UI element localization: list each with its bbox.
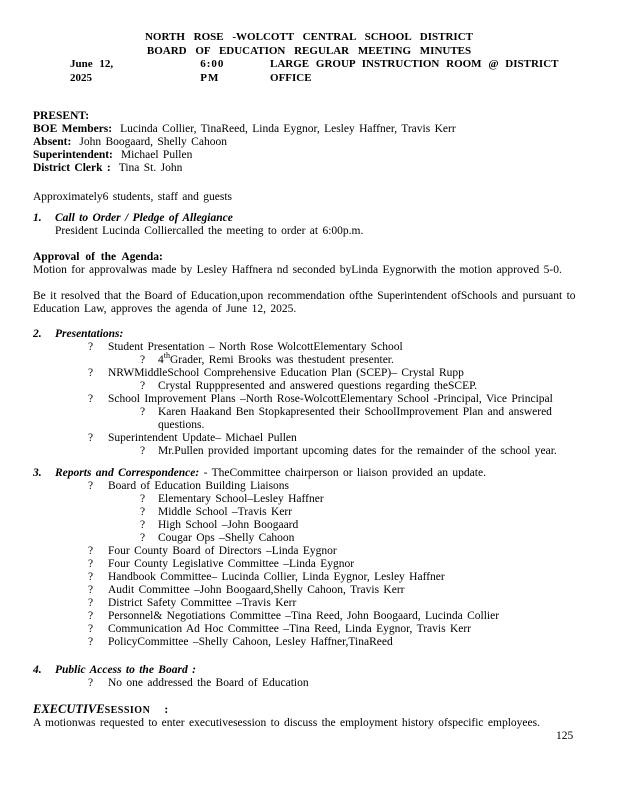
list-item-text: Communication Ad Hoc Committee –Tina Reed, Linda Eygnor, Travis Kerr	[108, 623, 472, 635]
attendance-value: Lucinda Collier, TinaReed, Linda Eygnor, Lesley Haffner, Travis Kerr	[120, 123, 456, 135]
meeting-date: June 12, 2025	[70, 58, 114, 84]
section-number: 1.	[33, 212, 42, 224]
list-item	[88, 480, 585, 493]
section-title-wrap	[55, 467, 486, 480]
bullet-icon: ?	[140, 445, 146, 457]
list-item-text: 4thGrader, Remi Brooks was thestudent presenter.	[158, 351, 394, 366]
list-item	[140, 532, 585, 545]
heading-colon: :	[164, 704, 169, 716]
list-item	[140, 493, 585, 506]
list-item	[88, 558, 585, 571]
list-item	[88, 623, 585, 636]
list-item	[140, 380, 585, 393]
agenda-approval-heading: Approval of the Agenda:	[33, 251, 163, 263]
list-item	[140, 519, 585, 532]
bullet-icon: ?	[140, 519, 146, 531]
doc-meta-line	[33, 58, 585, 85]
attendance-row-absent	[33, 136, 585, 149]
list-item	[88, 677, 585, 690]
agenda-approval-body: Motion for approvalwas made by Lesley Haffnera nd seconded byLinda Eygnorwith the motion approved 5-0.	[33, 264, 562, 276]
list-item	[88, 367, 585, 380]
attendance-row-clerk	[33, 162, 585, 175]
list-item-text: Handbook Committee– Lucinda Collier, Linda Eygnor, Lesley Haffner	[108, 571, 445, 583]
list-item-text: NRWMiddleSchool Comprehensive Education Plan (SCEP)– Crystal Rupp	[108, 367, 464, 379]
section-title: Public Access to the Board :	[55, 664, 196, 676]
list-item	[88, 432, 585, 445]
bullet-icon: ?	[88, 558, 94, 570]
present-label: PRESENT:	[33, 110, 90, 122]
list-item	[88, 597, 585, 610]
section-number: 3.	[33, 467, 42, 479]
list-item-text: Four County Legislative Committee –Linda Eygnor	[108, 558, 355, 570]
bullet-icon: ?	[140, 506, 146, 518]
list-item	[140, 351, 585, 367]
list-item	[88, 545, 585, 558]
list-item	[88, 341, 585, 354]
section-heading-reports	[33, 467, 585, 480]
attendance-value: Tina St. John	[118, 162, 183, 174]
list-item-text: Crystal Rupppresented and answered questions regarding theSCEP.	[158, 380, 478, 392]
call-to-order-body: President Lucinda Colliercalled the meeting to order at 6:00p.m.	[55, 225, 364, 237]
bullet-icon: ?	[88, 597, 94, 609]
attendance-label: District Clerk :	[33, 162, 111, 174]
attendance-label: BOE Members:	[33, 123, 113, 135]
list-item-text: Audit Committee –John Boogaard,Shelly Cahoon, Travis Kerr	[108, 584, 405, 596]
list-item	[140, 506, 585, 519]
section-number: 2.	[33, 328, 42, 340]
list-item-text: Cougar Ops –Shelly Cahoon	[158, 532, 295, 544]
bullet-icon: ?	[88, 636, 94, 648]
bullet-icon: ?	[88, 545, 94, 557]
section-title: Presentations:	[55, 328, 124, 340]
list-item-text: PolicyCommittee –Shelly Cahoon, Lesley Haffner,TinaReed	[108, 636, 393, 648]
meeting-time: 6:00 PM	[200, 58, 225, 84]
bullet-icon: ?	[140, 354, 146, 366]
meeting-location: LARGE GROUP INSTRUCTION ROOM @ DISTRICT OFFICE	[270, 58, 559, 84]
list-item-text: Mr.Pullen provided important upcoming dates for the remainder of the school year.	[158, 445, 557, 457]
bullet-icon: ?	[88, 393, 94, 405]
list-item-text: Personnel& Negotiations Committee –Tina Reed, John Boogaard, Lucinda Collier	[108, 610, 500, 622]
section-heading-presentations	[33, 328, 585, 341]
list-item	[88, 610, 585, 623]
agenda-resolution: Be it resolved that the Board of Education,upon recommendation ofthe Superintendent ofSchools and pursuant to Education Law, approves the agenda of June 12, 2025.	[33, 290, 576, 315]
bullet-icon: ?	[88, 367, 94, 379]
attendance-label: Absent:	[33, 136, 72, 148]
list-item	[140, 445, 585, 458]
bullet-icon: ?	[88, 610, 94, 622]
section-heading-call-to-order	[33, 212, 585, 225]
list-item-text: Student Presentation – North Rose WolcottElementary School	[108, 341, 403, 353]
bullet-icon: ?	[140, 380, 146, 392]
list-item-text: High School –John Boogaard	[158, 519, 299, 531]
executive-session-body: A motionwas requested to enter executivesession to discuss the employment history ofspecific employees.	[33, 717, 540, 729]
list-item	[88, 584, 585, 597]
bullet-icon: ?	[88, 584, 94, 596]
section-title: Call to Order / Pledge of Allegiance	[55, 212, 233, 224]
list-item	[140, 406, 585, 432]
list-item-text: Board of Education Building Liaisons	[108, 480, 290, 492]
session-word: SESSION	[104, 705, 151, 716]
executive-session-heading	[33, 703, 585, 717]
list-item-text: Four County Board of Directors –Linda Eygnor	[108, 545, 337, 557]
attendance-value: Michael Pullen	[120, 149, 193, 161]
section-title-tail: - TheCommittee chairperson or liaison provided an update.	[199, 467, 486, 479]
bullet-icon: ?	[140, 406, 146, 418]
bullet-icon: ?	[88, 480, 94, 492]
bullet-icon: ?	[88, 677, 94, 689]
bullet-icon: ?	[140, 493, 146, 505]
bullet-icon: ?	[140, 532, 146, 544]
attendance-value: John Boogaard, Shelly Cahoon	[79, 136, 227, 148]
bullet-icon: ?	[88, 341, 94, 353]
list-item-text: Superintendent Update– Michael Pullen	[108, 432, 297, 444]
doc-title-line1: NORTH ROSE -WOLCOTT CENTRAL SCHOOL DISTRICT	[144, 31, 473, 43]
list-item-text: No one addressed the Board of Education	[108, 677, 309, 689]
list-item-text: School Improvement Plans –North Rose-WolcottElementary School -Principal, Vice Principal	[108, 393, 553, 405]
list-item-text: Middle School –Travis Kerr	[158, 506, 293, 518]
attendance-label: Superintendent:	[33, 149, 113, 161]
guests-note: Approximately6 students, staff and guests	[33, 191, 233, 203]
section-title: Reports and Correspondence:	[55, 467, 200, 479]
ordinal-suffix: th	[163, 351, 170, 361]
section-number: 4.	[33, 664, 42, 676]
list-item	[88, 393, 585, 406]
section-heading-public-access	[33, 664, 585, 677]
doc-title-line2: BOARD OF EDUCATION REGULAR MEETING MINUTES	[146, 44, 472, 57]
page-number: 125	[556, 730, 574, 742]
bullet-icon: ?	[88, 432, 94, 444]
list-item-text: Elementary School–Lesley Haffner	[158, 493, 324, 505]
attendance-row-superintendent	[33, 149, 585, 162]
list-item-text: Karen Haakand Ben Stopkapresented their SchoolImprovement Plan and answered questions.	[158, 406, 552, 431]
bullet-icon: ?	[88, 623, 94, 635]
executive-word: EXECUTIVE	[33, 702, 105, 716]
list-item	[88, 636, 585, 649]
list-item	[88, 571, 585, 584]
attendance-row-boe	[33, 123, 585, 136]
bullet-icon: ?	[88, 571, 94, 583]
list-item-text: District Safety Committee –Travis Kerr	[108, 597, 297, 609]
